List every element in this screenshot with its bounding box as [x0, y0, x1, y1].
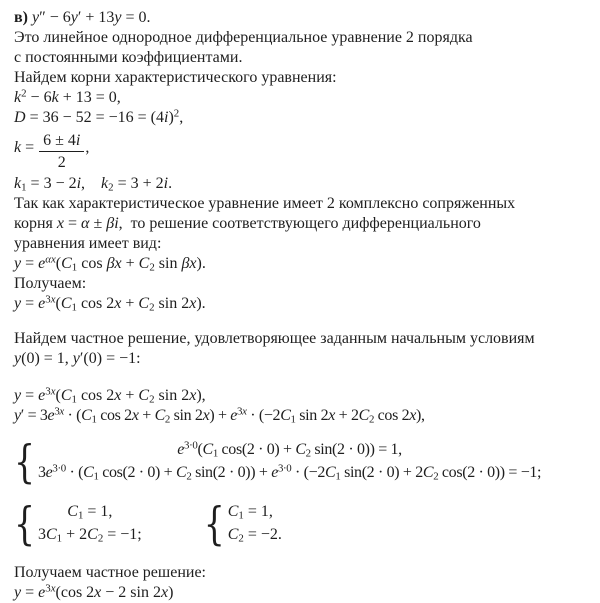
constants-system-unsolved-rows	[38, 500, 142, 546]
constants-system-solved	[203, 497, 282, 550]
discriminant-equation: $D = 36 - 52 = -16 = (4i)^2$,	[14, 107, 184, 126]
classification-text-1: Это линейное однородное дифференциальное уравнение 2 порядка	[14, 29, 473, 46]
characteristic-equation: $k^2 - 6k + 13 = 0$,	[14, 87, 121, 106]
complex-roots-text-3: уравнения имеет вид:	[14, 235, 162, 253]
y-prime-expression: $y' = 3e^{3x} \cdot (C_1$ $\cos 2x + C_2$ $\sin 2x) + e^{3x} \cdot (-2C_1$ $\sin 2x + 2C_2$ cos 2x),	[14, 405, 425, 427]
find-roots-heading: Найдем корни характеристического уравнения:	[14, 69, 337, 86]
constants-system-unsolved	[14, 497, 142, 550]
left-brace-icon: {	[14, 435, 35, 488]
left-brace-icon: {	[14, 497, 35, 550]
general-solution-equation: $y = e^{3x}(C_1$ $\cos 2x + C_2$ sin 2x).	[14, 293, 206, 315]
constants-system-solved-rows	[228, 500, 282, 546]
k-fraction-lhs: k =	[14, 139, 39, 156]
problem-statement: в) y″ − 6y′ + 13y = 0.	[14, 9, 151, 26]
constants-linear-equation: $3C_1 + 2C_2 = -1$;	[38, 526, 142, 546]
substitution-equation-2: $3e^{3\cdot 0} \cdot (C_1$ $\cos(2 \cdot 0) + C_2$ $\sin(2 \cdot 0)) + e^{3\cdot 0} \cdot (-2C_1$ $\sin(2 \cdot 0) + 2C_2$ cos(2 · 0)) = −1;	[38, 462, 542, 484]
particular-solution-equation: $y = e^{3x}(\cos$ 2x − 2 sin 2x)	[14, 582, 174, 602]
roots-values: $k_1 = 3 - 2i$, $k_2 = 3 + 2i$.	[14, 175, 173, 195]
substitution-equation-1: $e^{3\cdot 0}(C_1$ $\cos(2 \cdot 0) + C_2$ sin(2 · 0)) = 1,	[177, 439, 402, 461]
initial-conditions: y(0) = 1, y′(0) = −1:	[14, 350, 141, 368]
fraction-denominator: 2	[57, 154, 66, 172]
fraction-numerator: 6 ± 4i	[39, 131, 84, 152]
constant-c2-value: $C_2 = -2$.	[227, 526, 282, 546]
substitution-system	[14, 435, 590, 488]
constant-c1-equation: $C_1 = 1$,	[67, 503, 113, 523]
complex-roots-text-2: корня x = α ± βi, то решение соответствующего дифференциального	[14, 215, 481, 233]
substitution-system-rows	[38, 438, 541, 484]
we-get-label: Получаем:	[14, 275, 87, 293]
complex-roots-text-1: Так как характеристическое уравнение имеет 2 комплексно сопряженных	[14, 195, 516, 213]
k-fraction-equation	[14, 131, 590, 172]
y-expression: $y = e^{3x}(C_1$ $\cos 2x + C_2$ sin 2x),	[14, 385, 206, 407]
particular-result-heading: Получаем частное решение:	[14, 564, 206, 582]
particular-heading-1: Найдем частное решение, удовлетворяющее заданным начальным условиям	[14, 330, 535, 348]
general-form-equation: $y = e^{\alpha x}(C_1$ $\cos \beta x + C_2$ sin βx).	[14, 253, 206, 275]
constants-systems	[14, 497, 590, 550]
constant-c1-value: $C_1 = 1$,	[227, 503, 273, 523]
classification-text-2: с постоянными коэффициентами.	[14, 49, 243, 66]
fraction	[39, 131, 84, 172]
left-brace-icon: {	[203, 497, 225, 550]
k-fraction-comma: ,	[85, 139, 90, 156]
